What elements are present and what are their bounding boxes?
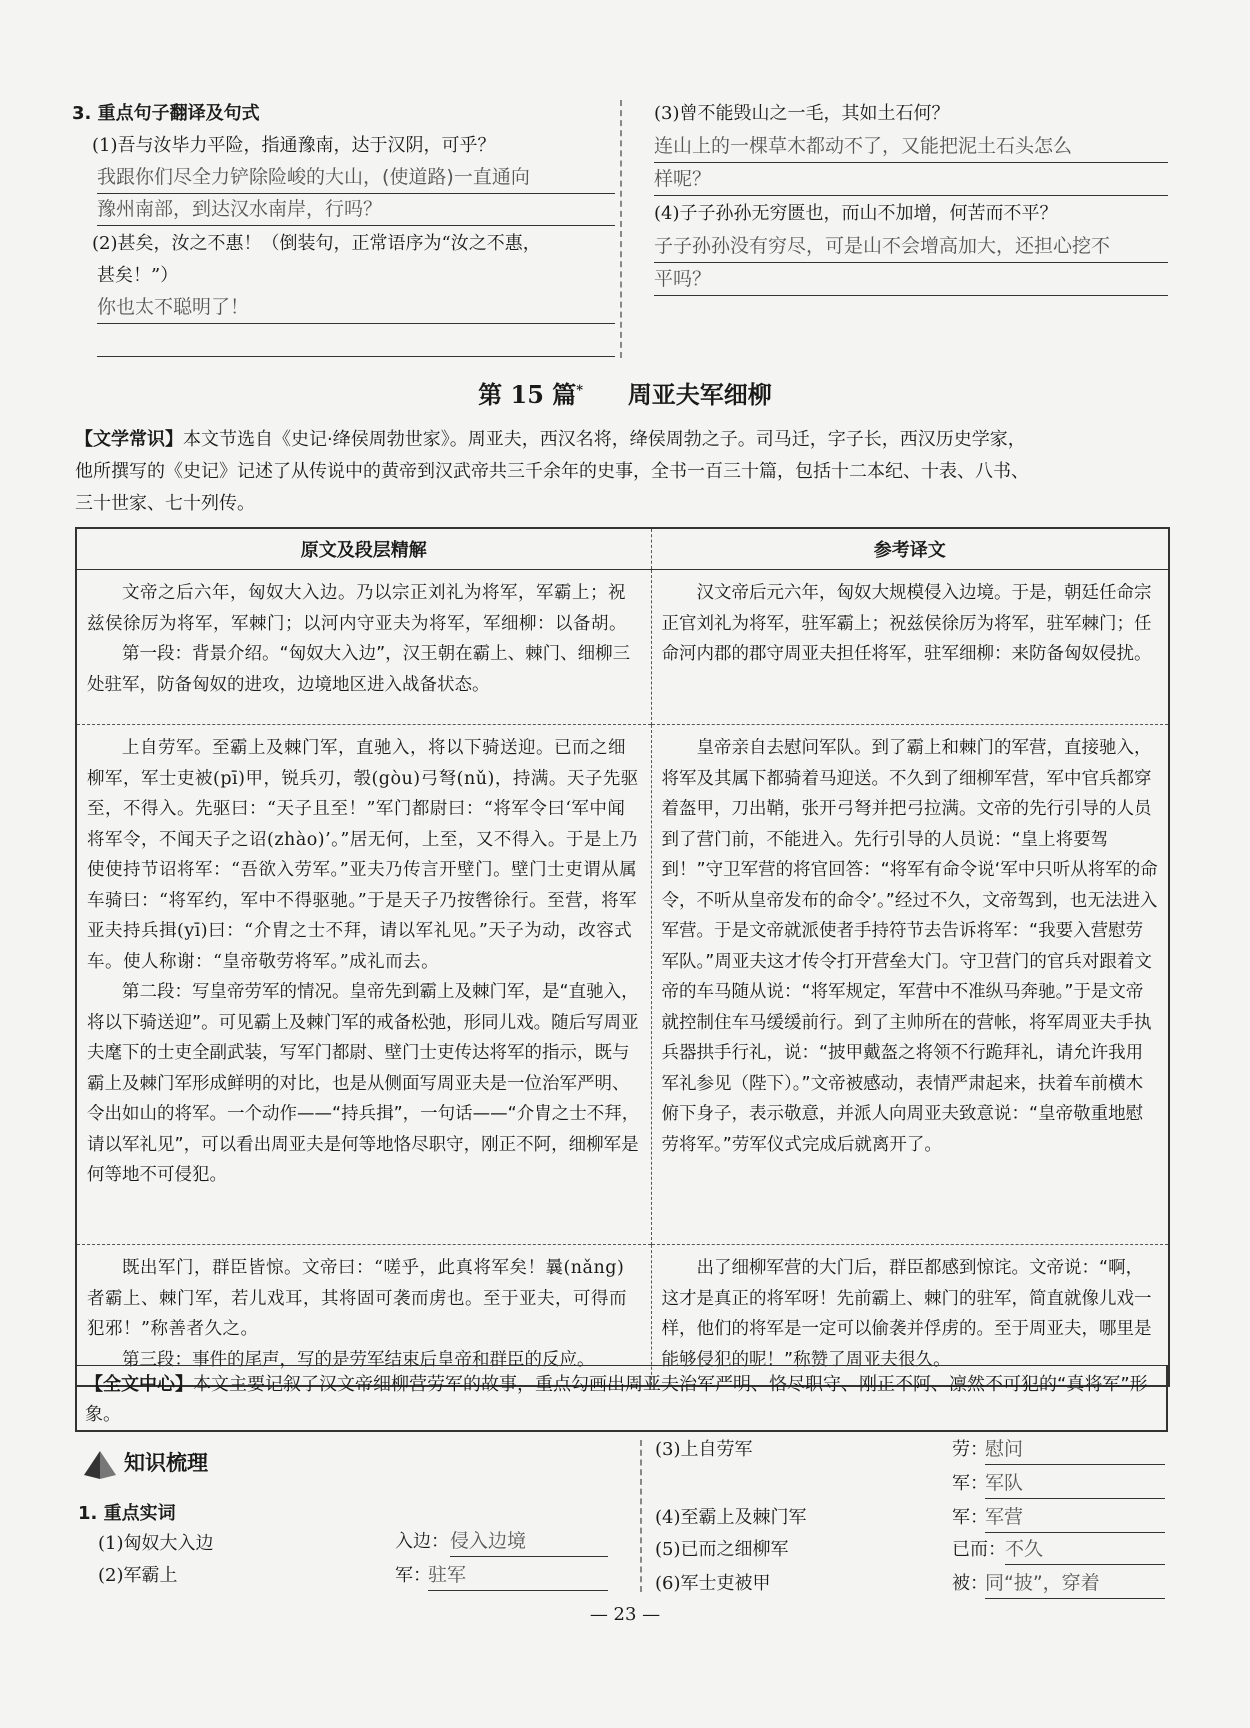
table-header-translation: 参考译文 <box>651 528 1169 570</box>
word-question-7: (6)军士吏被甲 <box>655 1573 771 1594</box>
knowledge-divider <box>640 1440 642 1592</box>
table-row <box>76 725 1169 1245</box>
literary-knowledge <box>75 424 1175 520</box>
word-key-4: 军： <box>952 1473 988 1494</box>
word-answer-7: 同“披”，穿着 <box>985 1568 1165 1599</box>
blank-line <box>97 324 615 357</box>
top-right-section <box>648 98 1168 296</box>
word-answer-1: 侵入边境 <box>450 1526 608 1557</box>
answer-4-line-1: 子子孙孙没有穷尽，可是山不会增高加大，还担心挖不 <box>654 230 1168 263</box>
word-answer-3: 慰问 <box>985 1434 1165 1465</box>
answer-1-line-1: 我跟你们尽全力铲除险峻的大山，(使道路)一直通向 <box>97 162 615 194</box>
answer-3-line-1: 连山上的一棵草木都动不了，又能把泥土石头怎么 <box>654 130 1168 163</box>
answer-3-line-2: 样呢？ <box>654 163 1168 196</box>
analysis-2: 第二段：写皇帝劳军的情况。皇帝先到霸上及棘门军，是“直驰入，将以下骑送迎”。可见霸上及棘门军的戒备松弛，形同儿戏。随后写周亚夫麾下的士吏全副武装，写军门都尉、壁门士吏传达将军的指示，既与霸上及棘门军形成鲜明的对比，也是从侧面写周亚夫是一位治军严明、令出如山的将军。一个动作——“持兵揖”，一句话——“介胄之士不拜，请以军礼见”，可以看出周亚夫是何等地恪尽职守，刚正不阿，细柳军是何等地不可侵犯。 <box>87 982 640 1185</box>
original-text-3: 既出军门，群臣皆惊。文帝曰：“嗟乎，此真将军矣！曩(nǎng)者霸上、棘门军，若儿戏耳，其将固可袭而虏也。至于亚夫，可得而犯邪！”称善者久之。 <box>87 1258 627 1339</box>
table-header-original: 原文及段层精解 <box>76 528 651 570</box>
word-answer-5: 军营 <box>985 1502 1165 1533</box>
word-key-2: 军： <box>395 1565 431 1586</box>
analysis-1: 第一段：背景介绍。“匈奴大入边”，汉王朝在霸上、棘门、细柳三处驻军，防备匈奴的进攻，边境地区进入战备状态。 <box>87 644 631 695</box>
central-idea-label: 【全文中心】 <box>85 1374 193 1395</box>
word-key-7: 被： <box>952 1573 988 1594</box>
question-1: (1)吾与汝毕力平险，指通豫南，达于汉阴，可乎？ <box>92 135 496 156</box>
word-answer-4: 军队 <box>985 1468 1165 1499</box>
literary-line-2: 他所撰写的《史记》记述了从传说中的黄帝到汉武帝共三千余年的史事，全书一百三十篇，包括十二本纪、十表、八书、 <box>75 461 1029 482</box>
text-translation-table <box>75 527 1170 1387</box>
word-key-1: 入边： <box>395 1531 449 1552</box>
question-4: (4)子子孙孙无穷匮也，而山不加增，何苦而不平？ <box>654 203 1058 224</box>
question-2-line-1: (2)甚矣，汝之不惠！（倒装句，正常语序为“汝之不惠， <box>92 233 541 254</box>
word-question-6: (5)已而之细柳军 <box>655 1539 789 1560</box>
word-key-6: 已而： <box>952 1539 1006 1560</box>
word-question-5: (4)至霸上及棘门军 <box>655 1507 807 1528</box>
column-divider <box>620 100 622 358</box>
chapter-name: 周亚夫军细柳 <box>627 380 772 409</box>
literary-line-1: 本文节选自《史记·绛侯周勃世家》。周亚夫，西汉名将，绛侯周勃之子。司马迁，字子长，西汉历史学家， <box>183 429 1026 450</box>
knowledge-heading <box>82 1446 208 1480</box>
central-idea-text: 本文主要记叙了汉文帝细柳营劳军的故事，重点勾画出周亚夫治军严明、恪尽职守、刚正不阿、凛然不可犯的“真将军”形象。 <box>85 1374 1148 1425</box>
pyramid-icon <box>82 1449 118 1479</box>
answer-4-line-2: 平吗？ <box>654 263 1168 296</box>
knowledge-title: 知识梳理 <box>124 1451 208 1475</box>
word-answer-2: 驻军 <box>428 1560 608 1591</box>
page-number: — 23 — <box>589 1604 661 1625</box>
translation-2: 皇帝亲自去慰问军队。到了霸上和棘门的军营，直接驰入，将军及其属下都骑着马迎送。不久到了细柳军营，军中官兵都穿着盔甲，刀出鞘，张开弓弩并把弓拉满。文帝的先行引导的人员到了营门前，不能进入。先行引导的人员说：“皇上将要驾到！”守卫军营的将官回答：“将军有命令说‘军中只听从将军的命令，不听从皇帝发布的命令’。”经过不久，文帝驾到，也无法进入军营。于是文帝就派使者手持符节去告诉将军：“我要入营慰劳军队。”周亚夫这才传令打开营垒大门。守卫营门的官兵对跟着文帝的车马随从说：“将军规定，军营中不准纵马奔驰。”于是文帝就控制住车马缓缓前行。到了主帅所在的营帐，将军周亚夫手执兵器拱手行礼，说：“披甲戴盔之将领不行跪拜礼，请允许我用军礼参见（陛下）。”文帝被感动，表情严肃起来，扶着车前横木俯下身子，表示敬意，并派人向周亚夫致意说：“皇帝敬重地慰劳将军。”劳军仪式完成后就离开了。 <box>661 738 1158 1155</box>
word-answer-6: 不久 <box>1005 1534 1165 1565</box>
translation-3: 出了细柳军营的大门后，群臣都感到惊诧。文帝说：“啊，这才是真正的将军呀！先前霸上、棘门的驻军，简直就像儿戏一样，他们的将军是一定可以偷袭并俘虏的。至于周亚夫，哪里是能够侵犯的呢！”称赞了周亚夫很久。 <box>661 1258 1152 1370</box>
word-key-5: 军： <box>952 1507 988 1528</box>
table-row <box>76 570 1169 725</box>
question-2-line-2: 甚矣！”） <box>97 265 179 286</box>
answer-2: 你也太不聪明了！ <box>97 292 615 324</box>
word-question-1: (1)匈奴大入边 <box>98 1533 214 1554</box>
original-text-2: 上自劳军。至霸上及棘门军，直驰入，将以下骑送迎。已而之细柳军，军士吏被(pī)甲，锐兵刃，彀(gòu)弓弩(nǔ)，持满。天子先驱至，不得入。先驱曰：“天子且至！”军门都尉曰：“将军令曰‘军中闻将军令，不闻天子之诏(zhào)’。”居无何，上至，又不得入。于是上乃使使持节诏将军：“吾欲入劳军。”亚夫乃传言开壁门。壁门士吏谓从属车骑曰：“将军约，军中不得驱驰。”于是天子乃按辔徐行。至营，将军亚夫持兵揖(yī)曰：“介胄之士不拜，请以军礼见。”天子为动，改容式车。使人称谢：“皇帝敬劳将军。”成礼而去。 <box>87 738 639 972</box>
translation-1: 汉文帝后元六年，匈奴大规模侵入边境。于是，朝廷任命宗正官刘礼为将军，驻军霸上；祝兹侯徐厉为将军，驻军棘门；任命河内郡的郡守周亚夫担任将军，驻军细柳：来防备匈奴侵扰。 <box>661 583 1152 664</box>
question-3: (3)曾不能毁山之一毛，其如土石何？ <box>654 103 950 124</box>
chapter-title <box>0 375 1250 410</box>
analysis-3: 第三段：事件的尾声，写的是劳军结束后皇帝和群臣的反应。 <box>122 1349 595 1370</box>
word-question-3: (3)上自劳军 <box>655 1439 753 1460</box>
knowledge-subheading: 1. 重点实词 <box>78 1503 176 1524</box>
answer-1-line-2: 豫州南部，到达汉水南岸，行吗？ <box>97 194 615 226</box>
central-idea-box <box>75 1365 1168 1432</box>
chapter-number: 第 15 篇 <box>478 380 577 409</box>
word-key-3: 劳： <box>952 1439 988 1460</box>
original-text-1: 文帝之后六年，匈奴大入边。乃以宗正刘礼为将军，军霸上；祝兹侯徐厉为将军，军棘门；以河内守亚夫为将军，军细柳：以备胡。 <box>87 583 627 634</box>
chapter-mark: * <box>576 383 584 398</box>
literary-label: 【文学常识】 <box>75 429 183 450</box>
section-heading: 3. 重点句子翻译及句式 <box>72 103 260 124</box>
word-question-2: (2)军霸上 <box>98 1565 178 1586</box>
literary-line-3: 三十世家、七十列传。 <box>75 493 255 514</box>
top-left-section <box>72 98 615 357</box>
